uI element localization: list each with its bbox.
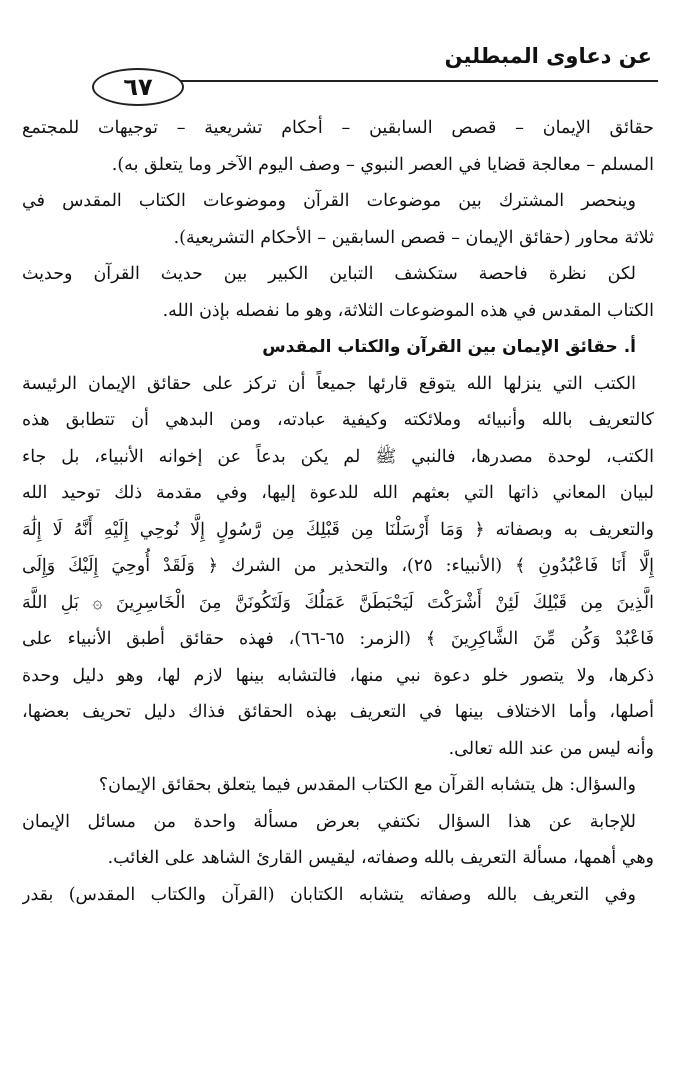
header-rule [172, 80, 658, 82]
text-line: فَاعْبُدْ وَكُن مِّنَ الشَّاكِرِينَ ﴾ (الزمر: ٦٥-٦٦)، فهذه حقائق أطبق الأنبياء على [22, 629, 654, 649]
text-line: إِلَّا أَنَا فَاعْبُدُونِ ﴾ (الأنبياء: ٢٥)، والتحذير من الشرك ﴿ وَلَقَدْ أُوحِيَ إِلَيْكَ وَإِلَى [22, 556, 654, 576]
text-line: وأنه ليس من عند الله تعالى. [448, 738, 654, 759]
paragraph-block-main [22, 366, 654, 914]
text-line: والتعريف به وبصفاته ﴿ وَمَا أَرْسَلْنَا مِن قَبْلِكَ مِن رَّسُولٍ إِلَّا نُوحِي إِلَيْهِ أَنَّهُ لَا إِلَٰهَ [22, 519, 654, 540]
text-line: حقائق الإيمان – قصص السابقين – أحكام تشريعية – توجيهات للمجتمع [22, 118, 654, 138]
text-line: الَّذِينَ مِن قَبْلِكَ لَئِنْ أَشْرَكْتَ لَيَحْبَطَنَّ عَمَلُكَ وَلَتَكُونَنَّ مِنَ الْخَاسِرِينَ ۞ بَلِ اللَّهَ [22, 592, 654, 613]
text-line: المسلم – معالجة قضايا في العصر النبوي – وصف اليوم الآخر وما يتعلق به). [111, 154, 654, 175]
running-title: عن دعاوى المبطلين [444, 44, 652, 68]
text-line: كالتعريف بالله وأنبيائه وملائكته وكيفية عبادته، ومن البدهي أن تتطابق هذه [22, 410, 654, 430]
text-line: الكتب التي ينزلها الله يتوقع قارئها جميعاً أن تركز على حقائق الإيمان الرئيسة [22, 373, 636, 394]
text-line: ثلاثة محاور (حقائق الإيمان – قصص السابقين – الأحكام التشريعية). [173, 227, 654, 248]
text-line: وهي أهمها، مسألة التعريف بالله وصفاته، ليقيس القارئ الشاهد على الغائب. [107, 848, 654, 868]
section-heading: أ. حقائق الإيمان بين القرآن والكتاب المقدس [262, 337, 636, 357]
text-line: والسؤال: هل يتشابه القرآن مع الكتاب المقدس فيما يتعلق بحقائق الإيمان؟ [98, 775, 636, 795]
text-line: وينحصر المشترك بين موضوعات القرآن وموضوعات الكتاب المقدس في [22, 191, 636, 211]
text-line: لبيان المعاني ذاتها التي بعثهم الله للدعوة إليها، وفي مقدمة ذلك توحيد الله [22, 483, 654, 503]
text-line: وفي التعريف بالله وصفاته يتشابه الكتابان (القرآن والكتاب المقدس) بقدر [22, 884, 636, 905]
page-number: ٦٧ [92, 68, 184, 106]
text-line: ذكرها، ولا يتصور خلو دعوة نبي منها، فالتشابه بينها لازم لها، وهو دليل وحدة [22, 665, 654, 686]
text-line: للإجابة عن هذا السؤال نكتفي بعرض مسألة واحدة من مسائل الإيمان [22, 811, 636, 832]
page-body [22, 110, 654, 913]
text-line: لكن نظرة فاحصة ستكشف التباين الكبير بين حديث القرآن وحديث [22, 264, 636, 284]
text-line: الكتاب المقدس في هذه الموضوعات الثلاثة، وهو ما نفصله بإذن الله. [162, 300, 654, 321]
page-header [22, 30, 658, 100]
text-line: أصلها، وأما الاختلاف بينها في التعريف بهذه الحقائق فذاك دليل تحريف بعضها، [22, 702, 654, 722]
paragraph-block-intro [22, 110, 654, 329]
text-line: الكتب، لوحدة مصدرها، فالنبي ﷺ لم يكن بدعاً عن إخوانه الأنبياء، بل جاء [22, 446, 654, 467]
